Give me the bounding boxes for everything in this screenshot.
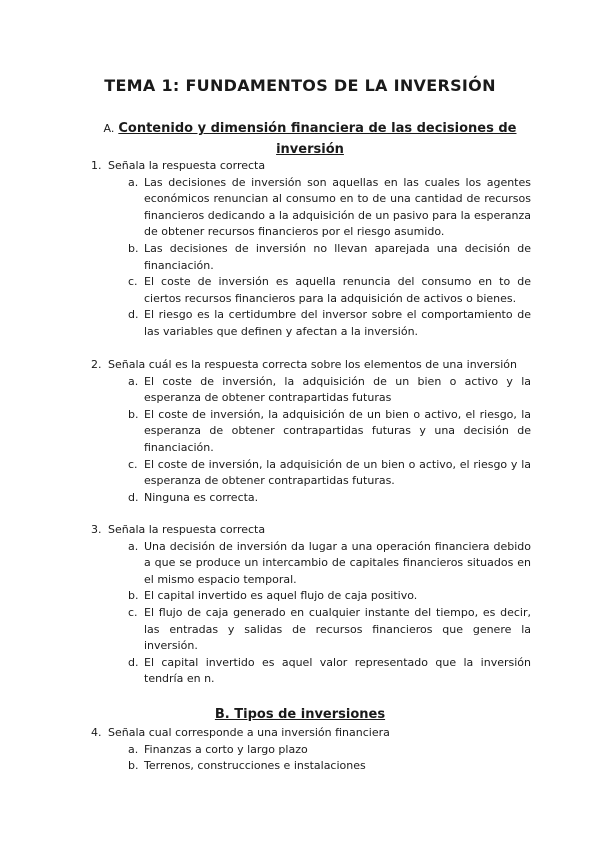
option-letter: a. bbox=[128, 175, 139, 189]
section-b-heading bbox=[0, 707, 600, 722]
option-text: Las decisiones de inversión no llevan aparejada una decisión de financiación. bbox=[144, 241, 531, 272]
option-text: El flujo de caja generado en cualquier instante del tiempo, es decir, las entradas y salidas de recursos financieros que genere la inversión. bbox=[144, 605, 531, 653]
option-text: El capital invertido es aquel flujo de caja positivo. bbox=[144, 589, 418, 603]
option-letter: b. bbox=[128, 407, 139, 421]
question-4 bbox=[91, 725, 531, 775]
section-b-title: B. Tipos de inversiones bbox=[214, 707, 386, 722]
option-text: El coste de inversión es aquella renuncia del consumo en to de ciertos recursos financieros para la adquisición de activos o bienes. bbox=[144, 275, 531, 305]
option-text: El capital invertido es aquel valor representado que la inversión tendría en n. bbox=[144, 655, 531, 686]
option-letter: d. bbox=[128, 490, 139, 504]
option-letter: a. bbox=[128, 374, 139, 388]
option-letter: c. bbox=[128, 275, 138, 289]
option-b bbox=[128, 588, 531, 605]
option-c bbox=[128, 274, 531, 307]
option-d bbox=[128, 490, 531, 507]
option-text: Terrenos, construcciones e instalaciones bbox=[144, 759, 366, 773]
question-number: 3. bbox=[91, 523, 102, 536]
option-letter: a. bbox=[128, 742, 139, 756]
option-text: El coste de inversión, la adquisición de un bien o activo y la esperanza de obtener contrapartidas futuras bbox=[144, 374, 531, 405]
option-letter: b. bbox=[128, 589, 139, 603]
option-b bbox=[128, 758, 531, 775]
option-letter: b. bbox=[128, 241, 139, 255]
option-letter: c. bbox=[128, 605, 138, 619]
option-text: El riesgo es la certidumbre del inversor sobre el comportamiento de las variables que definen y afectan a la inversión. bbox=[144, 308, 531, 338]
option-letter: d. bbox=[128, 655, 139, 669]
option-letter: a. bbox=[128, 539, 139, 553]
question-3 bbox=[91, 522, 531, 688]
option-letter: c. bbox=[128, 457, 138, 471]
option-text: Una decisión de inversión da lugar a una operación financiera debido a que se produce un intercambio de capitales financieros situados en el mismo espacio temporal. bbox=[144, 539, 531, 586]
option-b bbox=[128, 407, 531, 457]
option-text: El coste de inversión, la adquisición de un bien o activo, el riesgo, la esperanza de obtener contrapartidas futuras y una decisión de financiación. bbox=[144, 407, 531, 454]
question-stem: Señala la respuesta correcta bbox=[108, 523, 266, 536]
section-a-heading bbox=[100, 118, 520, 160]
option-c bbox=[128, 605, 531, 655]
question-number: 1. bbox=[91, 159, 102, 172]
option-text: Finanzas a corto y largo plazo bbox=[144, 742, 308, 756]
section-a-letter: A. bbox=[103, 122, 115, 135]
question-number: 4. bbox=[91, 726, 102, 739]
page-title: TEMA 1: FUNDAMENTOS DE LA INVERSIÓN bbox=[104, 76, 496, 95]
question-2 bbox=[91, 357, 531, 506]
option-text: Ninguna es correcta. bbox=[144, 490, 259, 504]
option-d bbox=[128, 655, 531, 688]
option-letter: d. bbox=[128, 308, 139, 322]
question-1 bbox=[91, 158, 531, 341]
option-c bbox=[128, 457, 531, 490]
option-a bbox=[128, 175, 531, 241]
option-a bbox=[128, 539, 531, 589]
option-d bbox=[128, 307, 531, 340]
option-text: Las decisiones de inversión son aquellas en las cuales los agentes económicos renuncian al consumo en to de una cantidad de recursos financieros dedicando a la adquisición de un pasivo para la esperanza de obtener recursos financieros por el riesgo asumido. bbox=[144, 175, 531, 239]
option-b bbox=[128, 241, 531, 274]
question-stem: Señala la respuesta correcta bbox=[108, 159, 266, 172]
option-text: El coste de inversión, la adquisición de un bien o activo, el riesgo y la esperanza de obtener contrapartidas futuras. bbox=[144, 457, 531, 488]
option-a bbox=[128, 374, 531, 407]
section-a-title: Contenido y dimensión financiera de las decisiones de inversión bbox=[118, 121, 517, 157]
question-stem: Señala cual corresponde a una inversión financiera bbox=[108, 726, 390, 739]
option-a bbox=[128, 742, 531, 759]
question-stem: Señala cuál es la respuesta correcta sobre los elementos de una inversión bbox=[108, 358, 517, 371]
option-letter: b. bbox=[128, 759, 139, 773]
question-number: 2. bbox=[91, 358, 102, 371]
